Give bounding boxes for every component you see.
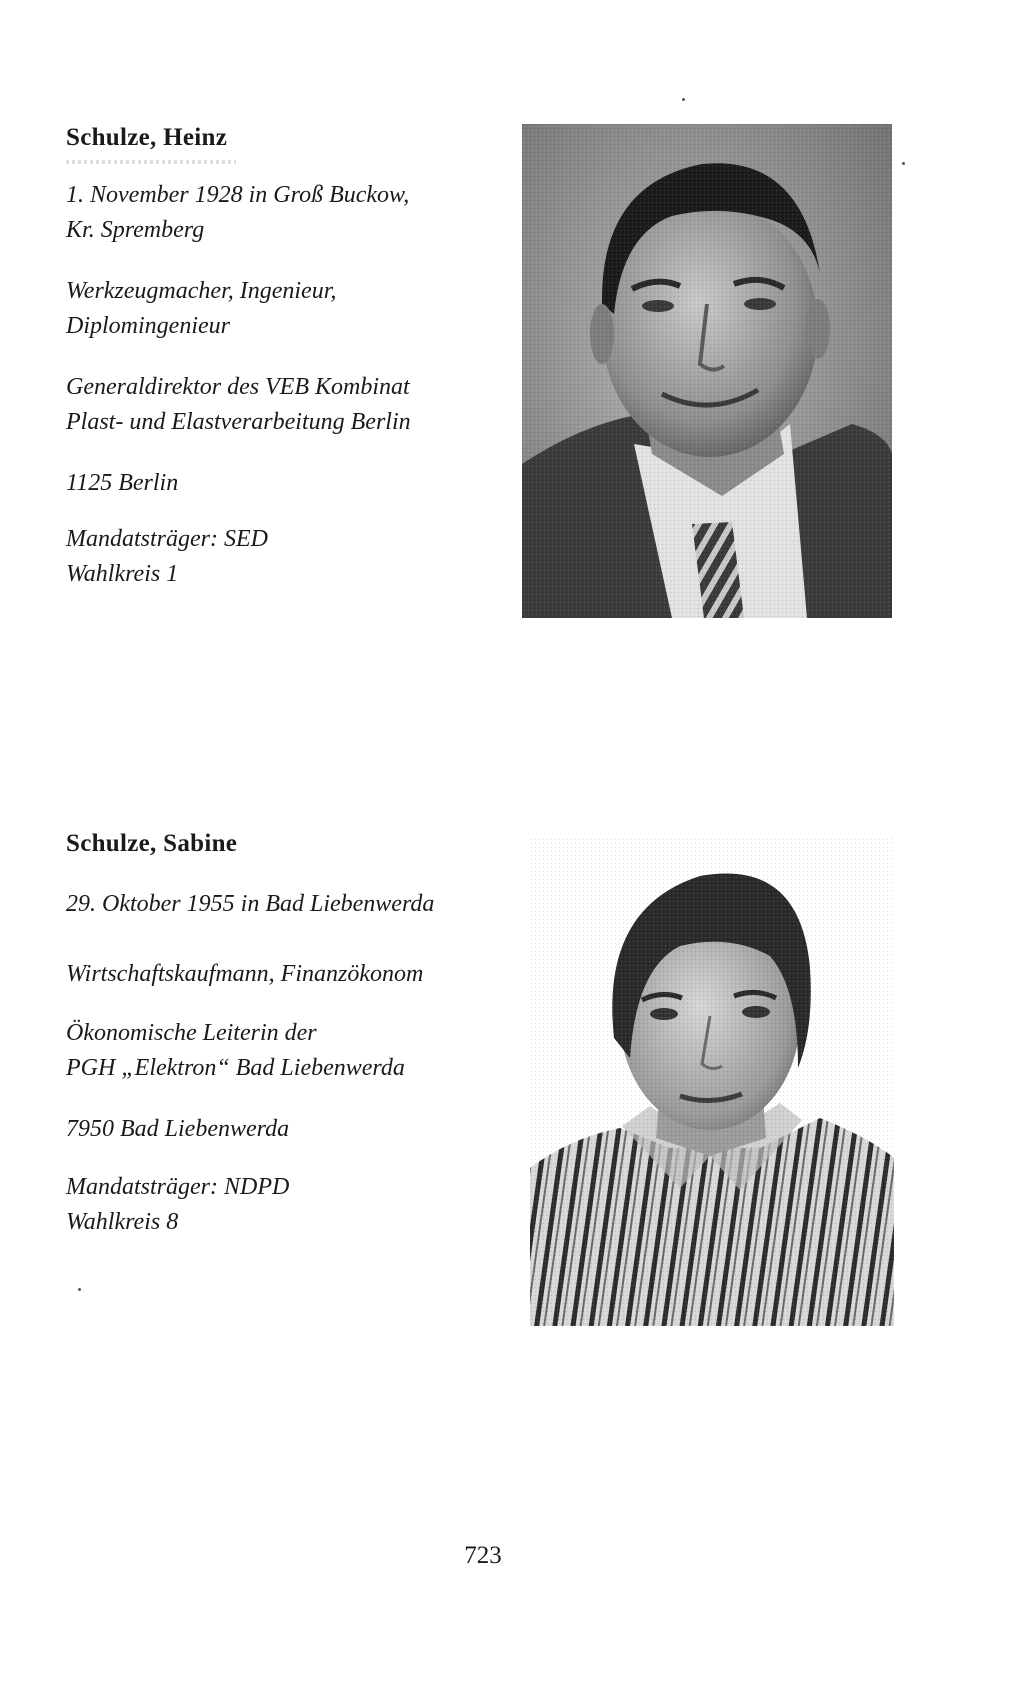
birth-line: Kr. Spremberg: [66, 217, 205, 243]
mandate-line: Mandatsträger: NDPD: [66, 1174, 290, 1200]
position-info: [66, 1016, 405, 1086]
mandate-line: Wahlkreis 1: [66, 561, 179, 587]
page-number: 723: [464, 1542, 502, 1569]
birth-line: 1. November 1928 in Groß Buckow,: [66, 182, 410, 208]
birth-line: 29. Oktober 1955 in Bad Liebenwerda: [66, 891, 435, 917]
entry-name: Schulze, Sabine: [66, 830, 238, 857]
birth-info: [66, 178, 409, 248]
scan-artifact: [66, 160, 236, 164]
mandate-line: Mandatsträger: SED: [66, 526, 268, 552]
profession-line: Diplomingenieur: [66, 313, 230, 339]
entry-name: Schulze, Heinz: [66, 124, 228, 151]
position-line: Plast- und Elastverarbeitung Berlin: [66, 409, 411, 435]
profession-line: Wirtschaftskaufmann, Finanzökonom: [66, 961, 424, 987]
position-info: [66, 370, 411, 440]
birth-info: [66, 887, 434, 922]
profession-info: [66, 274, 336, 344]
mandate-line: Wahlkreis 8: [66, 1209, 179, 1235]
scan-speck: [682, 98, 685, 101]
scan-speck: [78, 1288, 81, 1291]
position-line: Generaldirektor des VEB Kombinat: [66, 374, 410, 400]
profession-line: Werkzeugmacher, Ingenieur,: [66, 278, 337, 304]
mandate-info: [66, 522, 268, 592]
position-line: PGH „Elektron“ Bad Liebenwerda: [66, 1055, 405, 1081]
portrait-photo: [522, 124, 892, 618]
portrait-photo: [530, 838, 894, 1326]
position-line: Ökonomische Leiterin der: [66, 1020, 317, 1046]
mandate-info: [66, 1170, 289, 1240]
location-info: [66, 1112, 289, 1147]
scan-speck: [902, 162, 905, 165]
profession-info: [66, 957, 423, 992]
location-info: [66, 466, 178, 501]
location-line: 1125 Berlin: [66, 470, 179, 496]
location-line: 7950 Bad Liebenwerda: [66, 1116, 290, 1142]
